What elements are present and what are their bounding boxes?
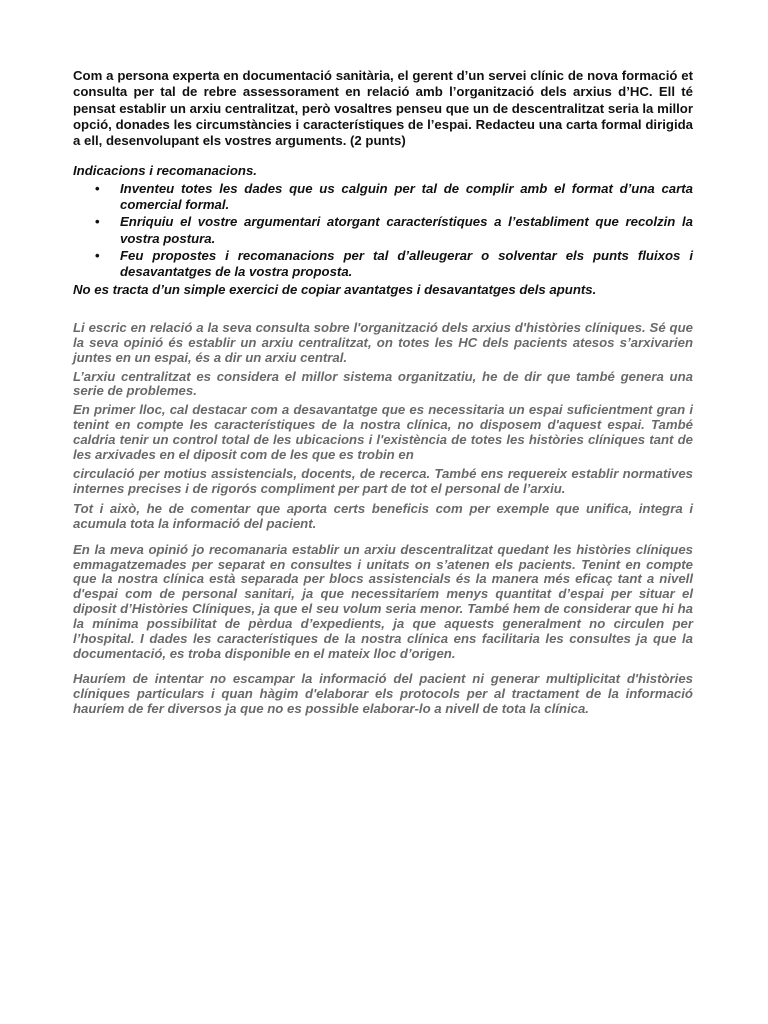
bullet-icon: • — [95, 214, 100, 230]
bullet-icon: • — [95, 180, 100, 196]
answer-paragraph: En la meva opinió jo recomanaria establir un arxiu descentralitzat quedant les històries clíniques emmagatzemades per separat en consultes i unitats on s’atenen els pacients. Tenint en compte que la nostra clínica està separada per blocs assistencials és la manera més eficaç tant a nivell d'espai com de personal sanitari, ja que necessitaríem menys quantitat d’espai per situar el diposit d’Històries Clíniques, ja que el seu volum seria menor. També hem de considerar que hi ha la mínima possibilitat de pèrdua d’expedients, ja que aquests generalment no circulen per l’hospital. I dades les característiques de la nostra clínica ens facilitaria les consultes ja que la documentació, es troba disponible en el mateix lloc d’origen. — [73, 541, 693, 661]
recommendation-text: Enriquiu el vostre argumentari atorgant característiques a l’establiment que recolzin la vostra postura. — [120, 214, 693, 246]
answer-paragraph: circulació per motius assistencials, docents, de recerca. També ens requereix establir normatives internes precises i de rigorós compliment per part de tot el personal de l’arxiu. — [73, 466, 693, 496]
answer-paragraph: Tot i això, he de comentar que aporta certs beneficis com per exemple que unifica, integra i acumula tota la informació del pacient. — [73, 500, 693, 531]
recommendation-text: Inventeu totes les dades que us calguin per tal de complir amb el format d’una carta comercial formal. — [120, 180, 693, 213]
answer-paragraph: L’arxiu centralitzat es considera el millor sistema organitzatiu, he de dir que també genera una serie de problemes. — [73, 368, 693, 399]
answer-paragraph: Hauríem de intentar no escampar la informació del pacient ni generar multiplicitat d'històries clíniques particulars i quan hàgim d'elaborar els protocols per al tractament de la informació hauríem de fer diversos ja que no es possible elaborar-lo a nivell de tota la clínica. — [73, 670, 693, 716]
letter-answer — [73, 321, 693, 717]
answer-paragraph: Li escric en relació a la seva consulta sobre l'organització dels arxius d'històries clíniques. Sé que la seva opinió és establir un arxiu centralitzat, on totes les HC dels pacients atesos s’arxivarien juntes en un espai, és a dir un arxiu central. — [73, 319, 693, 365]
recommendations-list — [73, 181, 693, 281]
recommendation-item — [73, 214, 693, 247]
answer-paragraph: En primer lloc, cal destacar com a desavantatge que es necessitaria un espai suficientment gran i tenint en compte les característiques de la nostra clínica, no disposem d'aquest espai. També caldria tenir un control total de les ubicacions i l'existència de totes les històries clíniques tant de les arxivades en el diposit com de les que es trobin en — [73, 402, 693, 463]
bullet-icon: • — [95, 247, 100, 263]
recommendations-note: No es tracta d’un simple exercici de copiar avantatges i desavantatges dels apunts. — [73, 281, 597, 297]
recommendations-heading: Indicacions i recomanacions. — [73, 163, 257, 179]
exercise-prompt: Com a persona experta en documentació sanitària, el gerent d’un servei clínic de nova formació et consulta per tal de rebre assessorament en relació amb l’organització dels arxius d’HC. Ell té pensat establir un arxiu centralitzat, però vosaltres penseu que un de descentralitzat seria la millor opció, donades les circumstàncies i característiques de l’espai. Redacteu una carta formal dirigida a ell, desenvolupant els vostres arguments. (2 punts) — [73, 68, 693, 149]
recommendation-item — [73, 248, 693, 281]
document-page — [73, 68, 693, 717]
recommendation-item — [73, 181, 693, 214]
recommendation-text: Feu propostes i recomanacions per tal d’alleugerar o solventar els punts fluixos i desavantatges de la vostra proposta. — [120, 247, 693, 280]
